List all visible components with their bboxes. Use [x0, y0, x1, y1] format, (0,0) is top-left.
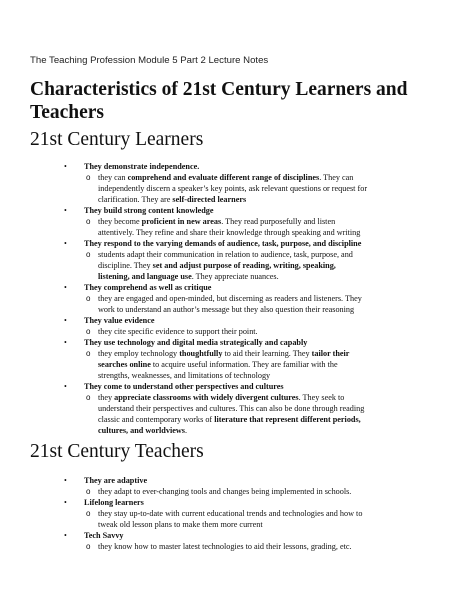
- bullet-item: [0, 530, 474, 552]
- sub-bullet-line: clarification. They are self-directed learners: [98, 195, 247, 204]
- bullet-dot-icon: •: [64, 162, 67, 171]
- sub-bullet-marker-icon: o: [86, 393, 91, 402]
- sub-bullet-line: they stay up-to-date with current educational trends and technologies and how to: [98, 509, 363, 518]
- bullet-item: [0, 337, 474, 381]
- sub-bullet-line: they adapt to ever-changing tools and changes being implemented in schools.: [98, 487, 352, 496]
- sub-bullet-line: cultures, and worldviews.: [98, 426, 188, 435]
- bullet-label: They value evidence: [84, 316, 155, 325]
- bullet-label: They comprehend as well as critique: [84, 283, 212, 292]
- sub-bullet-marker-icon: o: [86, 173, 91, 182]
- sub-bullet-line: classic and contemporary works of literature that represent different periods,: [98, 415, 361, 424]
- bullet-dot-icon: •: [64, 531, 67, 540]
- bullet-dot-icon: •: [64, 498, 67, 507]
- bullet-label: They demonstrate independence.: [84, 162, 200, 171]
- bullet-item: [0, 497, 474, 530]
- sub-bullet-line: they are engaged and open-minded, but discerning as readers and listeners. They: [98, 294, 362, 303]
- sub-bullet-line: listening, and language use. They appreciate nuances.: [98, 272, 279, 281]
- teachers-heading: 21st Century Teachers: [30, 441, 204, 462]
- sub-bullet-line: work to understand an author’s message but they also question their reasoning: [98, 305, 355, 314]
- sub-bullet: [0, 293, 474, 315]
- bullet-dot-icon: •: [64, 316, 67, 325]
- learners-list: [0, 161, 474, 436]
- sub-bullet-line: students adapt their communication in relation to audience, task, purpose, and: [98, 250, 353, 259]
- sub-bullet: [0, 216, 474, 238]
- sub-bullet: [0, 249, 474, 282]
- sub-bullet-marker-icon: o: [86, 349, 91, 358]
- bullet-item: [0, 381, 474, 436]
- sub-bullet-line: they appreciate classrooms with widely divergent cultures. They seek to: [98, 393, 345, 402]
- running-header: The Teaching Profession Module 5 Part 2 Lecture Notes: [30, 55, 269, 66]
- sub-bullet: [0, 348, 474, 381]
- sub-bullet-line: understand their perspectives and cultures. This can also be done through reading: [98, 404, 365, 413]
- bullet-item: [0, 238, 474, 282]
- sub-bullet: [0, 541, 474, 552]
- sub-bullet-marker-icon: o: [86, 542, 91, 551]
- bullet-item: [0, 475, 474, 497]
- sub-bullet-line: independently discern a speaker’s key points, ask relevant questions or request for: [98, 184, 368, 193]
- sub-bullet-line: searches online to acquire useful information. They are familiar with the: [98, 360, 338, 369]
- bullet-label: They build strong content knowledge: [84, 206, 214, 215]
- sub-bullet: [0, 172, 474, 205]
- sub-bullet-marker-icon: o: [86, 327, 91, 336]
- sub-bullet-line: they can comprehend and evaluate different range of disciplines. They can: [98, 173, 354, 182]
- sub-bullet: [0, 508, 474, 530]
- bullet-label: Lifelong learners: [84, 498, 144, 507]
- sub-bullet-line: strengths, weaknesses, and limitations of technology: [98, 371, 271, 380]
- sub-bullet-line: discipline. They set and adjust purpose of reading, writing, speaking,: [98, 261, 336, 270]
- bullet-dot-icon: •: [64, 476, 67, 485]
- bullet-dot-icon: •: [64, 239, 67, 248]
- bullet-label: They use technology and digital media strategically and capably: [84, 338, 308, 347]
- bullet-item: [0, 161, 474, 205]
- bullet-dot-icon: •: [64, 338, 67, 347]
- sub-bullet: [0, 486, 474, 497]
- bullet-item: [0, 282, 474, 315]
- document-title: Characteristics of 21st Century Learners and Teachers: [30, 79, 408, 123]
- bullet-item: [0, 205, 474, 238]
- bullet-label: They respond to the varying demands of audience, task, purpose, and discipline: [84, 239, 362, 248]
- bullet-item: [0, 315, 474, 337]
- sub-bullet-marker-icon: o: [86, 217, 91, 226]
- sub-bullet: [0, 326, 474, 337]
- learners-heading: 21st Century Learners: [30, 129, 204, 150]
- bullet-dot-icon: •: [64, 283, 67, 292]
- sub-bullet: [0, 392, 474, 436]
- sub-bullet-marker-icon: o: [86, 487, 91, 496]
- bullet-dot-icon: •: [64, 206, 67, 215]
- sub-bullet-line: they know how to master latest technologies to aid their lessons, grading, etc.: [98, 542, 352, 551]
- bullet-label: Tech Savvy: [84, 531, 124, 540]
- sub-bullet-line: attentively. They refine and share their knowledge through speaking and writing: [98, 228, 361, 237]
- sub-bullet-marker-icon: o: [86, 294, 91, 303]
- bullet-dot-icon: •: [64, 382, 67, 391]
- bullet-label: They are adaptive: [84, 476, 148, 485]
- sub-bullet-line: they employ technology thoughtfully to aid their learning. They tailor their: [98, 349, 350, 358]
- sub-bullet-marker-icon: o: [86, 509, 91, 518]
- sub-bullet-line: tweak old lesson plans to make them more current: [98, 520, 263, 529]
- sub-bullet-line: they cite specific evidence to support their point.: [98, 327, 258, 336]
- sub-bullet-marker-icon: o: [86, 250, 91, 259]
- teachers-list: [0, 475, 474, 552]
- bullet-label: They come to understand other perspectives and cultures: [84, 382, 284, 391]
- sub-bullet-line: they become proficient in new areas. They read purposefully and listen: [98, 217, 336, 226]
